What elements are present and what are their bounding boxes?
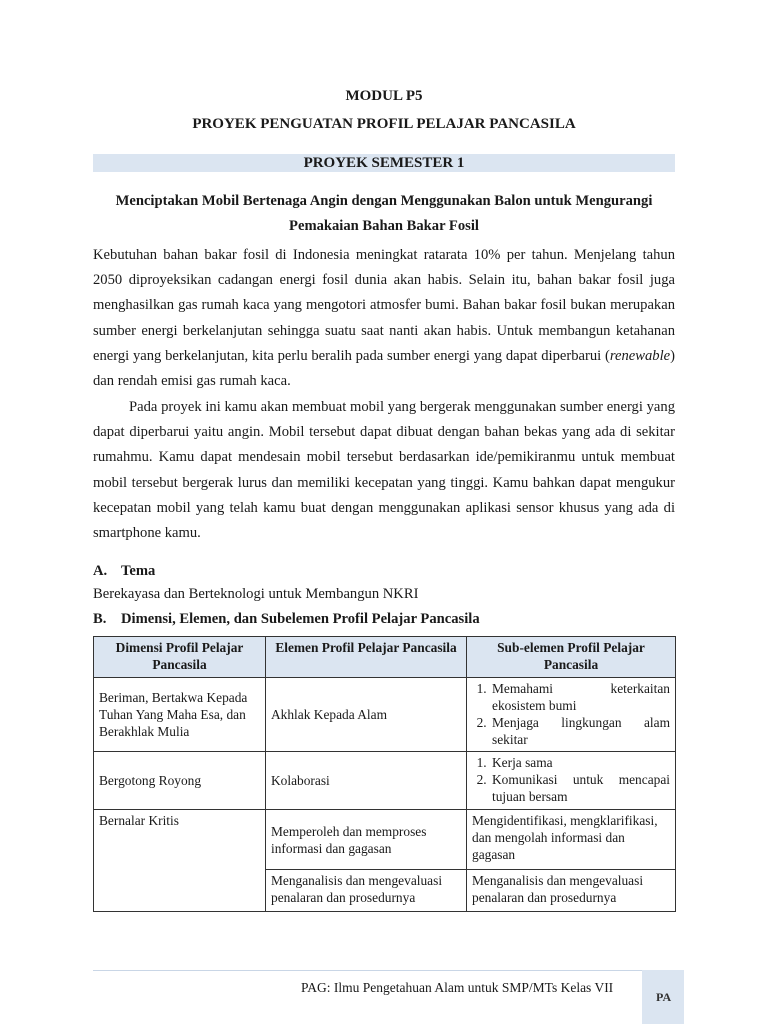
- footer-divider: [93, 970, 675, 971]
- project-title: PROYEK PENGUATAN PROFIL PELAJAR PANCASILA: [192, 116, 576, 132]
- theme-text: Berekayasa dan Berteknologi untuk Membangun NKRI: [93, 586, 419, 602]
- paragraph-intro-text: Kebutuhan bahan bakar fosil di Indonesia meningkat ratarata 10% per tahun. Menjelang tahun 2050 diproyeksikan cadangan energi fosil dunia akan habis. Selain itu, bahan bakar fosil juga menghasilkan gas rumah kaca yang mengotori atmosfer bumi. Bahan bakar fosil bukan merupakan sumber energi berkelanjutan sehingga suatu saat nanti akan habis. Untuk membangun ketahanan energi yang berkelanjutan, kita perlu beralih pada sumber energi yang dapat diperbarui (: [93, 247, 675, 364]
- row1-dimensi: Beriman, Bertakwa Kepada Tuhan Yang Maha Esa, dan Berakhlak Mulia: [94, 678, 266, 752]
- row2-sub-item-2: 2. Komunikasi untuk mencapai tujuan bersam: [490, 771, 670, 805]
- paragraph-project: Pada proyek ini kamu akan membuat mobil yang bergerak menggunakan sumber energi yang dapat diperbarui yaitu angin. Mobil tersebut dapat dibuat dengan bahan bekas yang ada di sekitar rumahmu. Kamu dapat mendesain mobil tersebut berdasarkan ide/pemikiranmu untuk membuat mobil tersebut bergerak lurus dan memiliki kecepatan yang tinggi. Kamu bahkan dapat mengukur kecepatan mobil yang telah kamu buat dengan menggunakan aplikasi sensor khusus yang ada di smartphone kamu.: [93, 399, 675, 542]
- row3-elemen-a: Memperoleh dan memproses informasi dan gagasan: [266, 810, 467, 870]
- table-row: [94, 678, 676, 752]
- row2-elemen: Kolaborasi: [266, 752, 467, 810]
- paragraph-intro-italic: renewable: [609, 347, 671, 364]
- section-a-heading: [93, 563, 155, 580]
- section-b-title: Dimensi, Elemen, dan Subelemen Profil Pelajar Pancasila: [121, 611, 480, 627]
- row2-sub-item-1: 1. Kerja sama: [490, 754, 670, 771]
- page-number: PA: [656, 990, 672, 1004]
- row1-elemen: Akhlak Kepada Alam: [266, 678, 467, 752]
- row1-subelemen: [467, 678, 676, 752]
- header-dimensi: Dimensi Profil Pelajar Pancasila: [94, 637, 266, 678]
- row3-elemen-b: Menganalisis dan mengevaluasi penalaran dan prosedurnya: [266, 870, 467, 912]
- row3-dimensi: Bernalar Kritis: [94, 810, 266, 912]
- semester-title: PROYEK SEMESTER 1: [303, 155, 465, 171]
- row1-sub-item-1: 1. Memahami keterkaitan ekosistem bumi: [490, 680, 670, 714]
- paragraph-intro-end: ) dan rendah emisi gas rumah kaca.: [93, 347, 675, 390]
- row2-subelemen: [467, 752, 676, 810]
- section-b-heading: [93, 611, 480, 628]
- row3-subelemen-b: Menganalisis dan mengevaluasi penalaran dan prosedurnya: [467, 870, 676, 912]
- table-row: [94, 810, 676, 870]
- module-title: MODUL P5: [345, 88, 423, 104]
- row1-sub-item-2: 2. Menjaga lingkungan alam sekitar: [490, 714, 670, 748]
- profile-table: [93, 636, 676, 912]
- section-a-number: A.: [93, 563, 108, 579]
- paragraph-intro: [93, 243, 675, 394]
- table-header-row: [94, 637, 676, 678]
- header-subelemen: Sub-elemen Profil Pelajar Pancasila: [467, 637, 676, 678]
- row3-subelemen-a: Mengidentifikasi, mengklarifikasi, dan mengolah informasi dan gagasan: [467, 810, 676, 870]
- header-elemen: Elemen Profil Pelajar Pancasila: [266, 637, 467, 678]
- row2-dimensi: Bergotong Royong: [94, 752, 266, 810]
- footer-text: PAG: Ilmu Pengetahuan Alam untuk SMP/MTs Kelas VII: [301, 980, 614, 995]
- section-b-number: B.: [93, 611, 107, 627]
- table-row: [94, 752, 676, 810]
- section-a-title: Tema: [121, 563, 156, 579]
- project-subtitle: Menciptakan Mobil Bertenaga Angin dengan Menggunakan Balon untuk Mengurangi Pemakaian Bahan Bakar Fosil: [115, 193, 653, 234]
